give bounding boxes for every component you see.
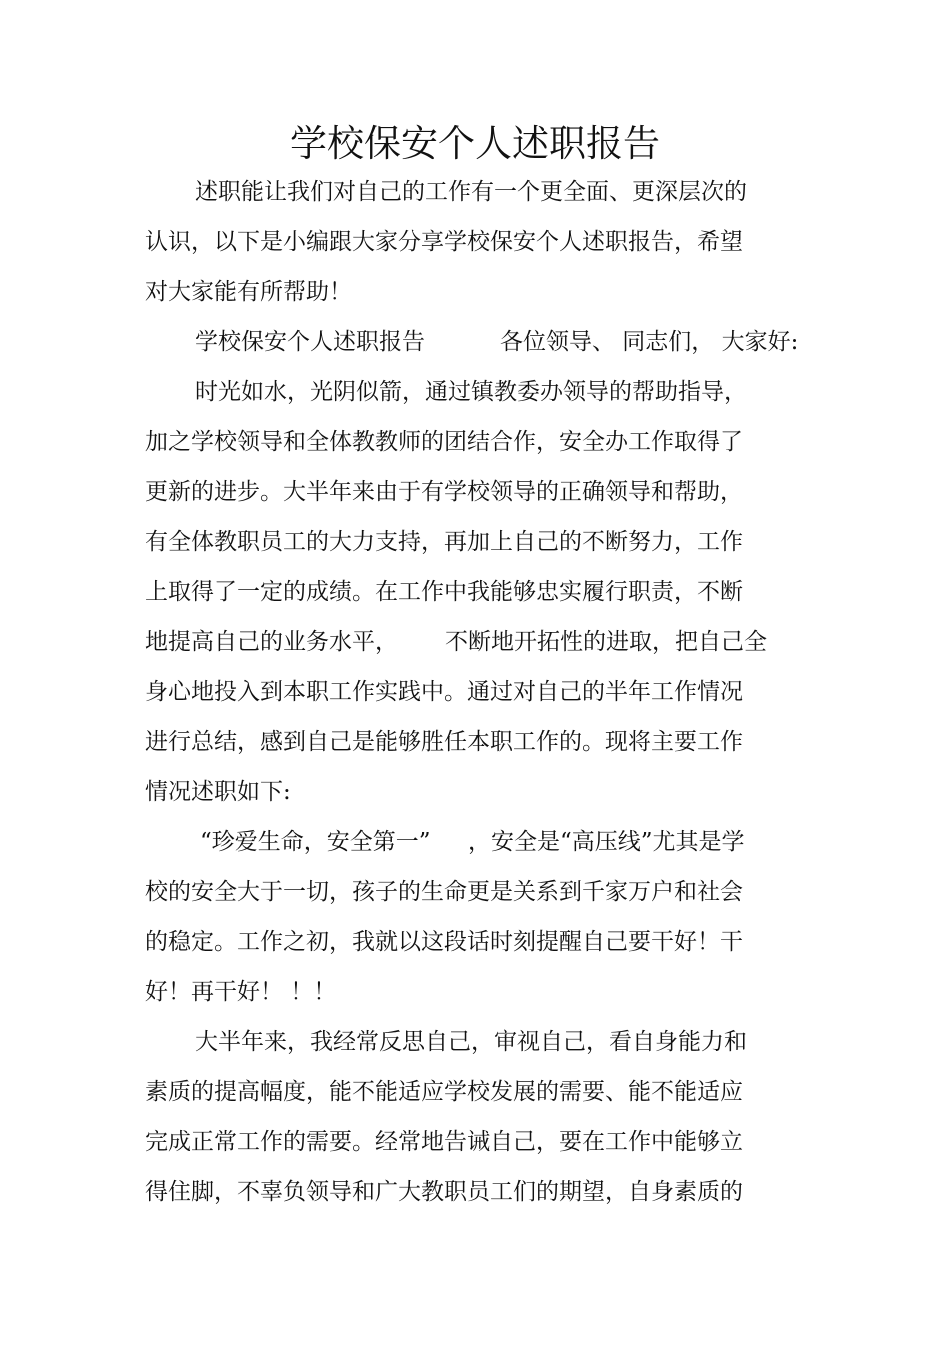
paragraph-line: 的稳定。工作之初，我就以这段话时刻提醒自己要干好！干 (145, 929, 743, 955)
paragraph-line: ，安全是“高压线”尤其是学 (468, 829, 745, 855)
paragraph-line: 得住脚，不辜负领导和广大教职员工们的期望，自身素质的 (145, 1179, 743, 1205)
paragraph-line: 进行总结，感到自己是能够胜任本职工作的。现将主要工作 (145, 729, 743, 755)
paragraph-line: 认识，以下是小编跟大家分享学校保安个人述职报告，希望 (145, 229, 743, 255)
greeting: 各位领导、 同志们， 大家好: (500, 329, 799, 355)
paragraph-line: 对大家能有所帮助！ (145, 279, 352, 305)
paragraph-line: 时光如水，光阴似箭，通过镇教委办领导的帮助指导， (195, 379, 747, 405)
paragraph-line: 述职能让我们对自己的工作有一个更全面、更深层次的 (195, 179, 747, 205)
paragraph-line: 更新的进步。大半年来由于有学校领导的正确领导和帮助， (145, 479, 743, 505)
report-subtitle: 学校保安个人述职报告 (195, 329, 425, 355)
paragraph-line: 完成正常工作的需要。经常地告诫自己，要在工作中能够立 (145, 1129, 743, 1155)
document-title: 学校保安个人述职报告 (290, 122, 660, 165)
paragraph-line: 有全体教职员工的大力支持，再加上自己的不断努力，工作 (145, 529, 743, 555)
paragraph-line: 情况述职如下: (145, 779, 291, 805)
quote-line: “珍爱生命，安全第一” (200, 829, 431, 855)
paragraph-line: 不断地开拓性的进取，把自己全 (445, 629, 767, 655)
paragraph-line: 加之学校领导和全体教教师的团结合作，安全办工作取得了 (145, 429, 743, 455)
paragraph-line: 大半年来，我经常反思自己，审视自己，看自身能力和 (195, 1029, 747, 1055)
paragraph-line: 素质的提高幅度，能不能适应学校发展的需要、能不能适应 (145, 1079, 743, 1105)
paragraph-line: 地提高自己的业务水平， (145, 629, 398, 655)
paragraph-line: 身心地投入到本职工作实践中。通过对自己的半年工作情况 (145, 679, 743, 705)
paragraph-line: 校的安全大于一切，孩子的生命更是关系到千家万户和社会 (145, 879, 743, 905)
paragraph-line: 好！再干好！ ！！ (145, 979, 337, 1005)
paragraph-line: 上取得了一定的成绩。在工作中我能够忠实履行职责，不断 (145, 579, 743, 605)
